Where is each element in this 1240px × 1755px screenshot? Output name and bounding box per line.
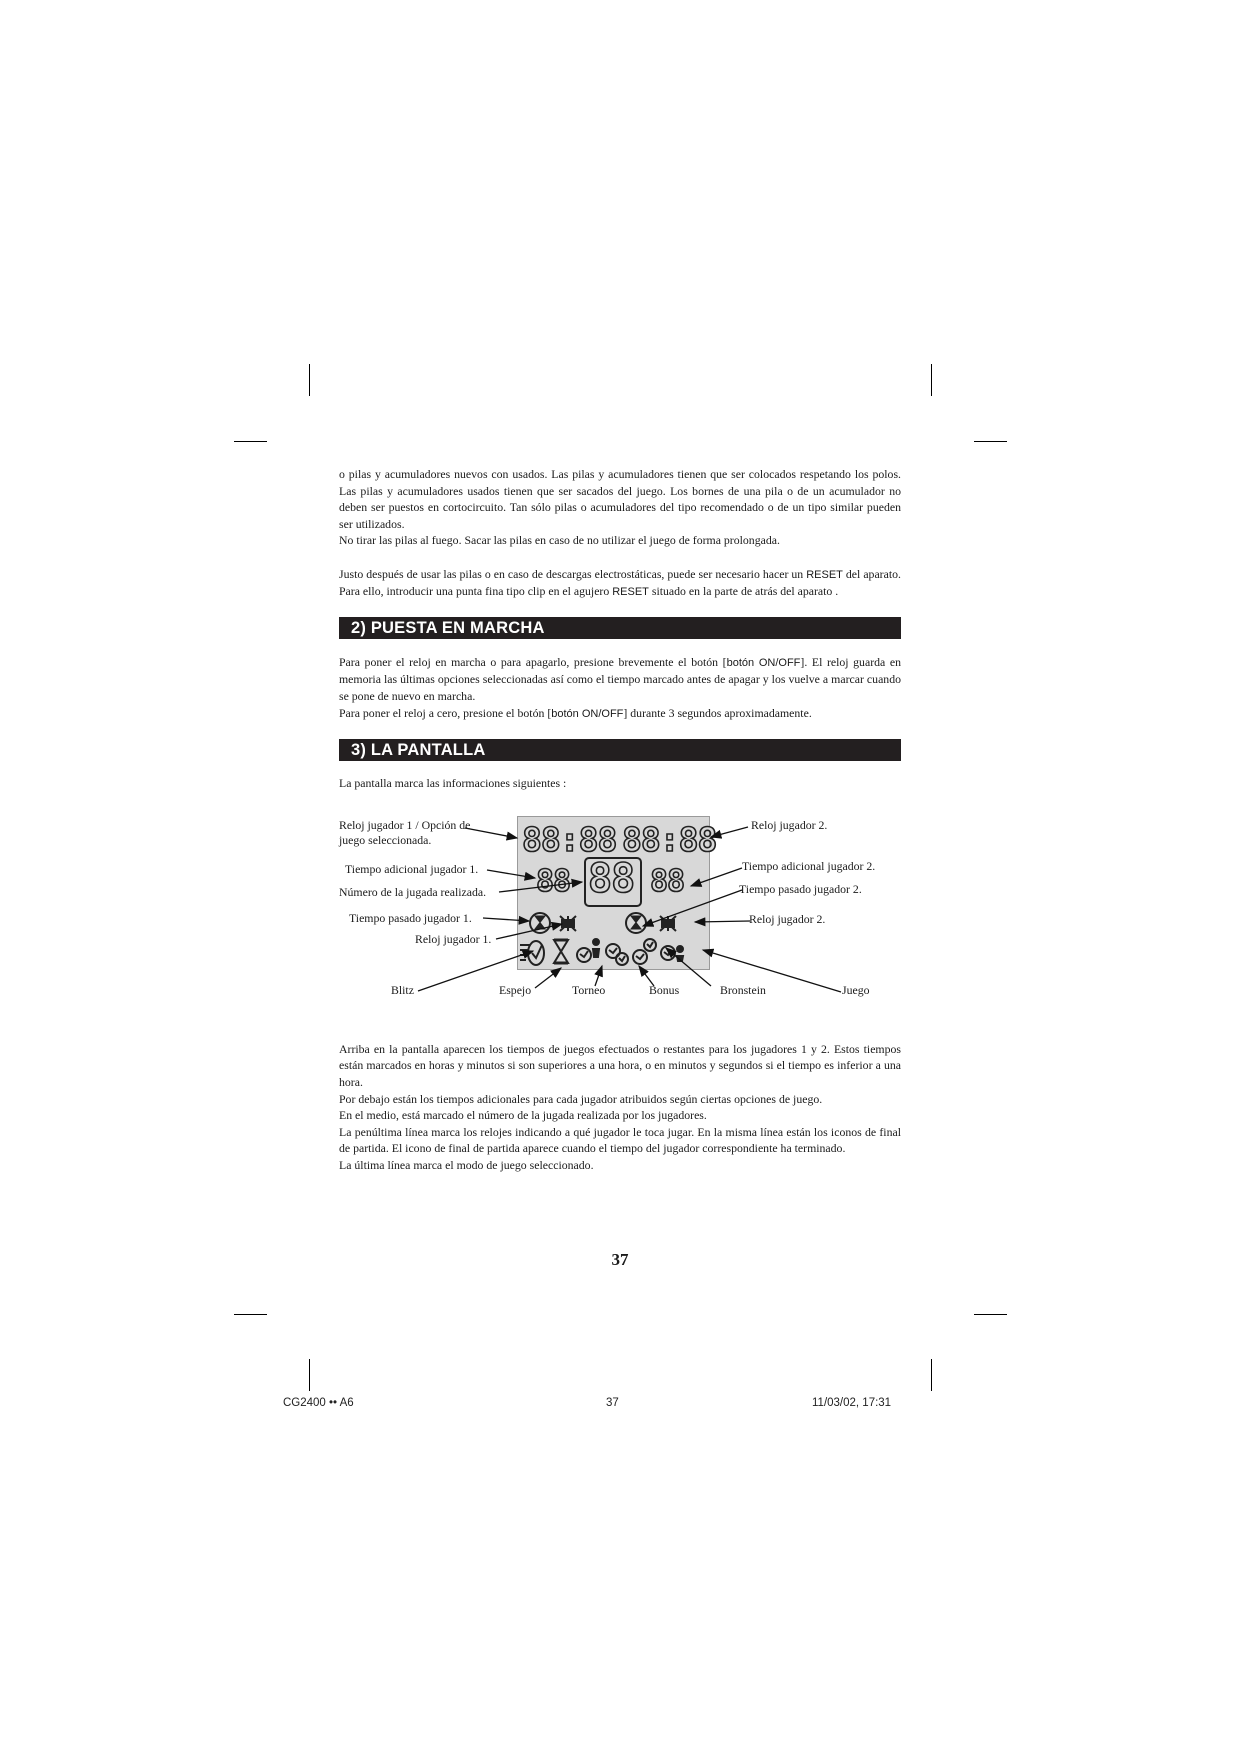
label-reloj1-opcion-line1: Reloj jugador 1 / Opción de [339,817,471,832]
intro-paragraph-2: No tirar las pilas al fuego. Sacar las pilas en caso de no utilizar el juego de forma prolongada. [339,533,780,548]
section3-intro: La pantalla marca las informaciones siguientes : [339,776,567,791]
section3-body [339,1041,901,1174]
crop-mark [931,364,932,396]
section3-body-paragraph: Por debajo están los tiempos adicionales para cada jugador atribuidos según ciertas opciones de juego. [339,1091,823,1106]
footer-left: CG2400 •• A6 [283,1397,354,1409]
arrow-tiempo-adic2 [691,868,742,886]
crop-mark [931,1359,932,1391]
page-number: 37 [611,1250,629,1269]
text-run: ] durante 3 segundos aproximadamente. [623,705,812,720]
reset-term: RESET [806,568,843,581]
lcd-clock-player2: 88:88 [622,819,717,859]
display-diagram [339,806,901,1006]
section3-body-paragraph: La última línea marca el modo de juego seleccionado. [339,1157,594,1172]
button-term: botón ON/OFF [726,656,801,669]
footer-center: 37 [606,1397,619,1409]
text-run: Para poner el reloj a cero, presione el botón [ [339,705,552,720]
label-tiempo-pasado-1: Tiempo pasado jugador 1. [349,910,472,925]
label-numero-jugada: Número de la jugada realizada. [339,884,487,899]
lcd-additional-time-player1: 88 [536,863,571,899]
arrow-reloj2-top [711,827,748,837]
page-content [339,466,901,1173]
text-run: Justo después de usar las pilas o en caso de descargas electrostáticas, puede ser necesario hacer un [339,566,807,581]
footer-right: 11/03/02, 17:31 [812,1397,892,1409]
arrow-espejo [535,968,561,988]
arrow-tiempo-pasado2 [643,890,742,926]
label-torneo: Torneo [572,982,606,997]
label-tiempo-adicional-2: Tiempo adicional jugador 2. [742,858,876,873]
text-run: ]. El reloj guarda en memoria las últimas opciones seleccionadas así como el tiempo marcado antes de apagar y los vuelve a marcar cuando se pone de nuevo en marcha. [339,654,901,703]
section3-body-paragraph: En el medio, está marcado el número de la jugada realizada por los jugadores. [339,1108,707,1123]
crop-mark [974,1314,1007,1315]
text-run: situado en la parte de atrás del aparato . [648,584,839,599]
label-blitz: Blitz [391,982,414,997]
section3-body-paragraph: Arriba en la pantalla aparecen los tiempos de juegos efectuados o restantes para los jugadores 1 y 2. Estos tiempos están marcados en horas y minutos si son superiores a una hora, o en minutos y segundos si el tiempo es inferior a una hora. [339,1041,901,1089]
label-bronstein: Bronstein [720,982,766,997]
section-heading-la-pantalla: 3) LA PANTALLA [339,739,901,761]
label-reloj2-mid: Reloj jugador 2. [749,911,826,926]
intro-paragraph-3 [339,566,901,601]
label-tiempo-adicional-1: Tiempo adicional jugador 1. [345,861,479,876]
section2-paragraph-1 [339,654,901,705]
label-juego: Juego [842,982,870,997]
section2-paragraph-2 [339,705,901,723]
intro-paragraph-1: o pilas y acumuladores nuevos con usados. Las pilas y acumuladores tienen que ser colocados respetando los polos. Las pilas y acumuladores usados tienen que ser sacados del juego. Los bornes de una pila o de un acumulador no deben ser puestos en cortocircuito. Tan sólo pilas o acumuladores del tipo recomendado o de un tipo similar pueden ser utilizados. [339,467,901,531]
reset-term: RESET [612,586,649,599]
crop-mark [974,441,1007,442]
crop-mark [234,441,267,442]
crop-mark [234,1314,267,1315]
label-tiempo-pasado-2: Tiempo pasado jugador 2. [739,881,862,896]
text-run: Para poner el reloj en marcha o para apagarlo, presione brevemente el botón [ [339,654,727,669]
text-run: del aparato. Para ello, introducir una punta fina tipo clip en el agujero [339,566,901,599]
arrow-reloj2-mid [695,921,750,922]
label-reloj2-top: Reloj jugador 2. [751,817,828,832]
label-bonus: Bonus [649,982,680,997]
lcd-clock-player1: 88:88 [522,819,617,859]
crop-mark [309,1359,310,1391]
section3-body-paragraph: La penúltima línea marca los relojes indicando a qué jugador le toca jugar. En la misma línea están los iconos de final de partida. El icono de final de partida aparece cuando el tiempo del jugador correspondiente ha terminado. [339,1124,901,1156]
arrow-tiempo-pasado1 [483,918,529,921]
crop-mark [309,364,310,396]
lcd-move-number: 88 [588,855,635,902]
lcd-additional-time-player2: 88 [650,863,685,899]
arrow-tiempo-adic1 [487,870,535,878]
label-reloj1-opcion-line2: juego seleccionada. [339,832,432,847]
arrow-reloj1-opcion [465,828,517,838]
arrow-reloj1-mid [496,924,562,939]
section-heading-puesta-en-marcha: 2) PUESTA EN MARCHA [339,617,901,639]
label-reloj1-mid: Reloj jugador 1. [415,931,492,946]
button-term: botón ON/OFF [551,707,624,720]
arrow-bronstein [666,948,711,986]
arrow-num-jugada [499,882,582,892]
label-espejo: Espejo [499,982,532,997]
